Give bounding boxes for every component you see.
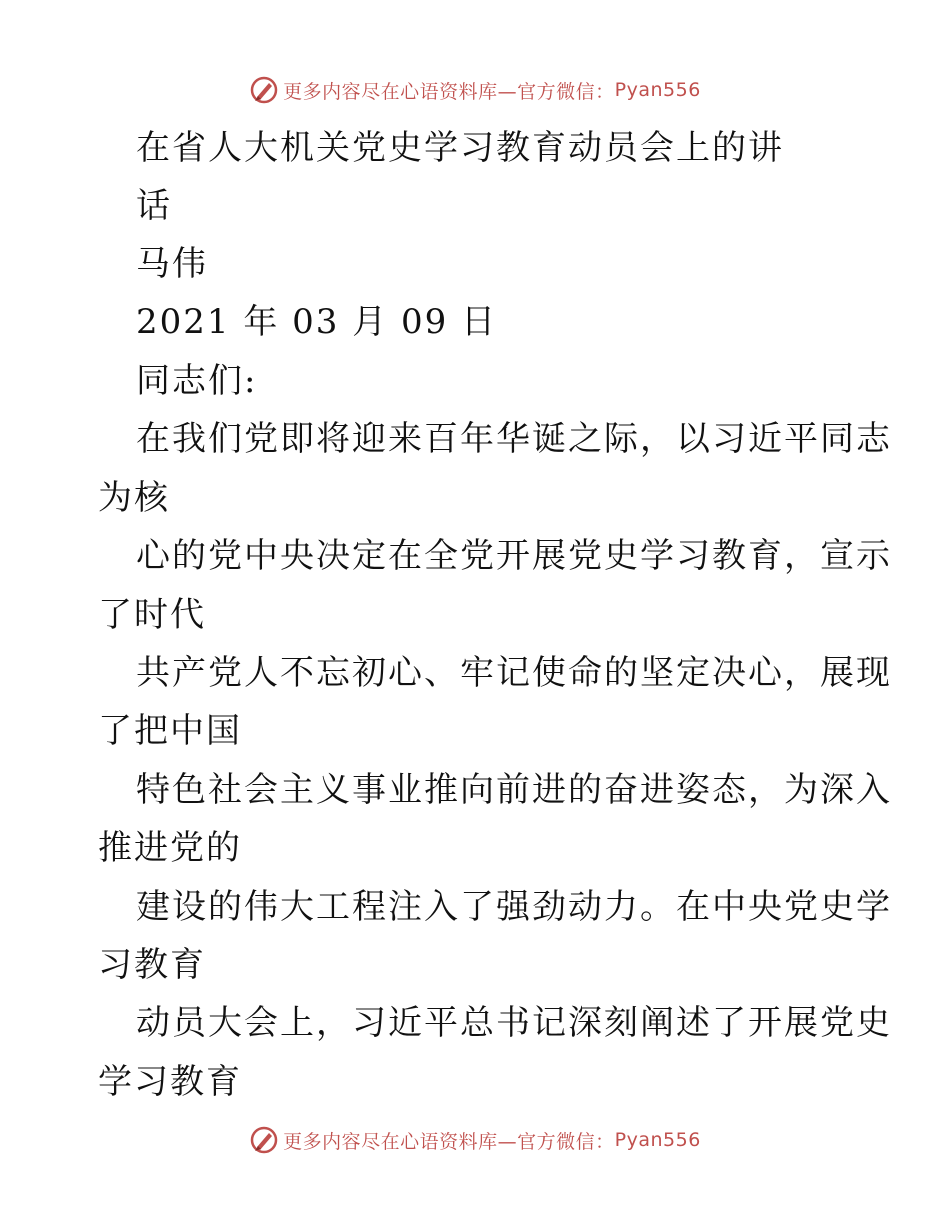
header-watermark: [0, 70, 950, 110]
paragraph-line: 推进党的: [98, 828, 242, 868]
paragraph-line: 共产党人不忘初心、牢记使命的坚定决心，展现: [136, 653, 892, 693]
document-author: 马伟: [136, 244, 208, 284]
document-title-line-1: 在省人大机关党史学习教育动员会上的讲: [136, 128, 784, 168]
document-title-line-2: 话: [136, 186, 172, 226]
pen-logo-icon: [249, 75, 279, 105]
watermark-text: 更多内容尽在心语资料库—官方微信：: [283, 1130, 615, 1153]
pen-logo-icon: [249, 1125, 279, 1155]
paragraph-line: 心的党中央决定在全党开展党史学习教育，宣示: [136, 536, 892, 576]
watermark-wechat-id: Pyan556: [614, 1129, 701, 1151]
footer-watermark: [0, 1120, 950, 1160]
watermark-text: 更多内容尽在心语资料库—官方微信：: [283, 80, 615, 103]
paragraph-line: 在我们党即将迎来百年华诞之际，以习近平同志: [136, 419, 892, 459]
paragraph-line: 特色社会主义事业推向前进的奋进姿态，为深入: [136, 770, 892, 810]
paragraph-line: 了时代: [98, 595, 206, 635]
paragraph-line: 习教育: [98, 945, 206, 985]
paragraph-line: 建设的伟大工程注入了强劲动力。在中央党史学: [136, 887, 892, 927]
paragraph-line: 学习教育: [98, 1062, 242, 1102]
paragraph-line: 了把中国: [98, 711, 242, 751]
paragraph-line: 为核: [98, 478, 170, 518]
document-salutation: 同志们:: [136, 361, 258, 401]
watermark-wechat-id: Pyan556: [614, 79, 701, 101]
document-date: 2021 年 03 月 09 日: [136, 302, 498, 342]
paragraph-line: 动员大会上，习近平总书记深刻阐述了开展党史: [136, 1003, 892, 1043]
